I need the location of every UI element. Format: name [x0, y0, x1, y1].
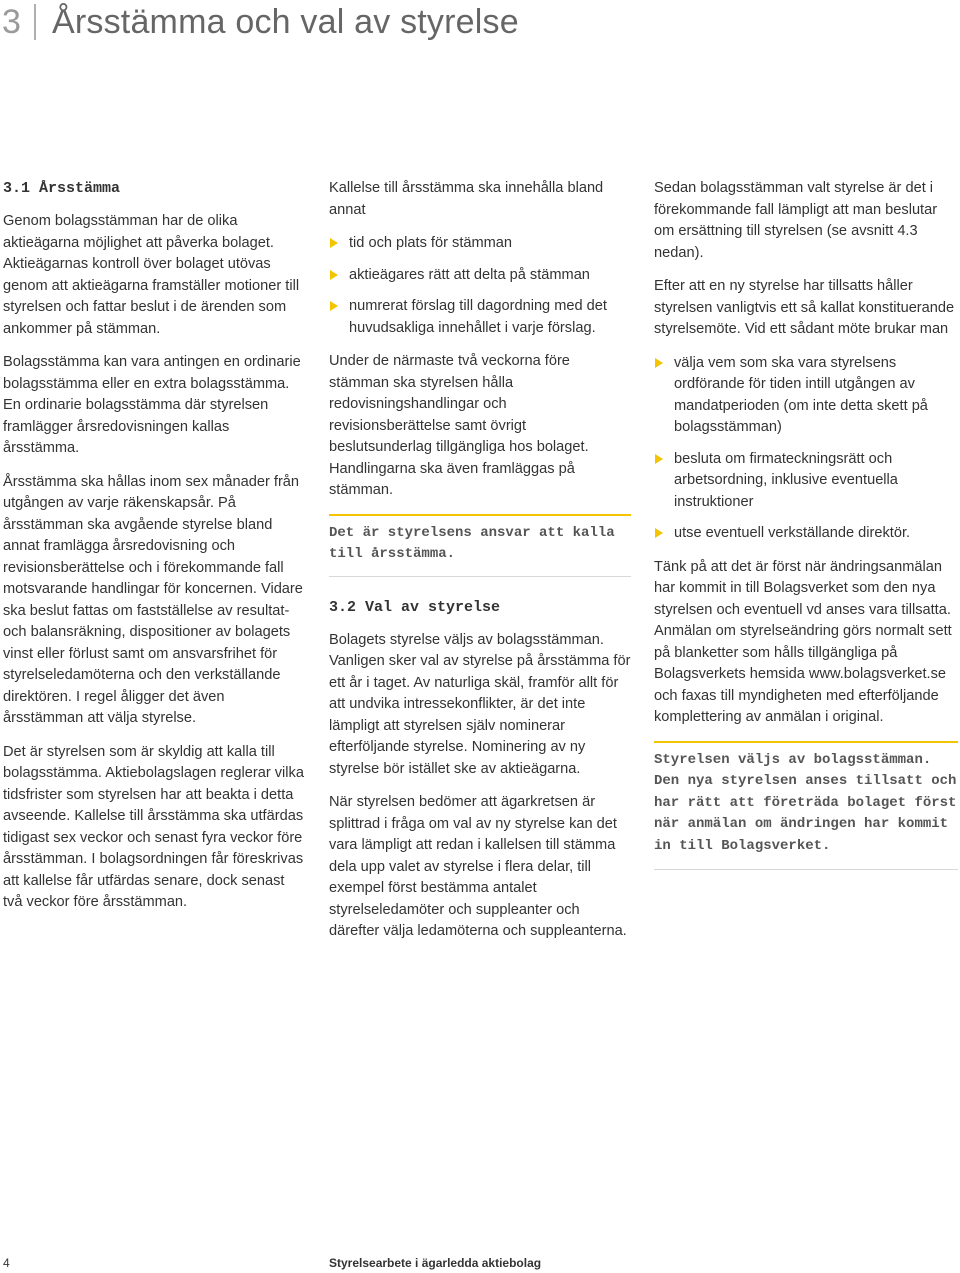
list-item	[329, 265, 631, 287]
paragraph: Tänk på att det är först när ändringsanmälan har kommit in till Bolagsverket som den nya styrelsen och eventuell vd anses vara tillsatta. Anmälan om styrelseändring görs normalt sett på blanketter som hålls tillgängliga på Bolagsverkets hemsida www.bolagsverket.se och faxas till myndigheten med efterföljande komplettering av anmälan i original.	[654, 558, 952, 725]
paragraph: Bolagets styrelse väljs av bolagsstämman. Vanligen sker val av styrelse på årsstämma för ett år i taget. Av naturliga skäl, framför allt för att undvika intressekonflikter, är det inte lämpligt att styrelsen själv nominerar efterföljande styrelse. Nominering av ny styrelse bör istället ske av aktieägarna.	[329, 631, 631, 777]
chapter-header	[0, 0, 960, 44]
paragraph: Det är styrelsen som är skyldig att kalla till bolagsstämma. Aktiebolagslagen reglerar vilka tidsfrister som styrelsen har att beakta i detta avseende. Kallelse till årsstämma ska utfärdas tidigast sex veckor och senast fyra veckor före årsstämman. I bolagsordningen får föreskrivas att kallelse får utfärdas senare, dock senast två veckor före årsstämman.	[3, 743, 304, 910]
bullet-list	[654, 353, 958, 545]
list-item-text: aktieägares rätt att delta på stämman	[349, 266, 590, 283]
paragraph: Efter att en ny styrelse har tillsatts håller styrelsen vanligtvis ett så kallat konstituerande styrelsemöte. Vid ett sådant möte brukar man	[654, 278, 955, 337]
section-heading-arsstamma: 3.1 Årsstämma	[3, 180, 121, 197]
paragraph: Årsstämma ska hållas inom sex månader från utgången av varje räkenskapsår. På årsstämman ska avgående styrelse bland annat framlägga årsredovisning och revisionsberättelse och i förekommande fall motsvarande handlingar för koncernen. Vidare ska beslut fattas om fastställelse av resultat- och balansräkning, dispositioner av bolagets vinst eller förlust samt om ansvarsfrihet för styrelseledamöterna och den verkställande direktören. I regel åligger det även årsstämman att välja styrelse.	[3, 473, 303, 726]
bullet-triangle-icon	[330, 270, 338, 280]
list-item-text: besluta om firmateckningsrätt och arbetsordning, inklusive eventuella instruktioner	[674, 450, 898, 510]
bullet-triangle-icon	[330, 238, 338, 248]
column-left	[3, 178, 305, 926]
bullet-triangle-icon	[655, 528, 663, 538]
list-item	[329, 233, 631, 255]
bullet-triangle-icon	[330, 301, 338, 311]
list-item-text: tid och plats för stämman	[349, 235, 513, 251]
paragraph: Under de närmaste två veckorna före stämman ska styrelsen hålla redovisningshandlingar och revisionsberättelse samt övrigt beslutsunderlag tillgängliga hos bolaget. Handlingarna ska även framläggas på stämman.	[329, 353, 589, 498]
chapter-title: Årsstämma och val av styrelse	[52, 3, 519, 41]
paragraph: När styrelsen bedömer att ägarkretsen är splittrad i fråga om val av ny styrelse kan det vara lämpligt att redan i kallelsen till stämma dela upp valet av styrelse i flera delar, till exempel först bestämma antalet styrelseledamöter och suppleanter och därefter välja ledamöterna och suppleanterna.	[329, 794, 627, 939]
list-item-text: utse eventuell verkställande direktör.	[674, 525, 911, 541]
paragraph: Genom bolagsstämman har de olika aktieägarna möjlighet att påverka bolaget. Aktieägarnas kontroll över bolaget utövas genom att aktieägarna framställer motioner till styrelsen och fattar beslut i de ärenden som ankommer på stämman.	[3, 213, 300, 337]
callout-box: Det är styrelsens ansvar att kalla till årsstämma.	[329, 514, 631, 577]
list-item	[654, 449, 958, 514]
paragraph: Bolagsstämma kan vara antingen en ordinarie bolagsstämma eller en extra bolagsstämma. En ordinarie bolagsstämma där styrelsen framlägger årsredovisningen kallas årsstämma.	[3, 354, 301, 456]
list-item	[654, 353, 958, 439]
callout-box: Styrelsen väljs av bolagsstämman. Den nya styrelsen anses tillsatt och har rätt att företräda bolaget först när anmälan om ändringen har kommit in till Bolagsverket.	[654, 741, 958, 871]
chapter-number: 3	[2, 3, 21, 41]
column-right	[654, 178, 958, 870]
list-item-text: numrerat förslag till dagordning med det huvudsakliga innehållet i varje förslag.	[349, 298, 607, 336]
list-item	[654, 523, 958, 545]
bullet-triangle-icon	[655, 454, 663, 464]
column-middle	[329, 178, 631, 955]
paragraph: Kallelse till årsstämma ska innehålla bland annat	[329, 180, 604, 218]
paragraph: Sedan bolagsstämman valt styrelse är det i förekommande fall lämpligt att man beslutar om ersättning till styrelsen (se avsnitt 4.3 nedan).	[654, 180, 938, 261]
publication-title: Styrelsearbete i ägarledda aktiebolag	[329, 1256, 542, 1270]
list-item	[329, 296, 631, 339]
bullet-list	[329, 233, 631, 339]
section-heading-val-av-styrelse: 3.2 Val av styrelse	[329, 598, 501, 616]
page-number: 4	[3, 1256, 10, 1270]
list-item-text: välja vem som ska vara styrelsens ordförande för tiden intill utgången av mandatperioden (om inte detta skett på bolagsstämman)	[674, 354, 928, 435]
chapter-divider	[34, 4, 36, 40]
bullet-triangle-icon	[655, 358, 663, 368]
